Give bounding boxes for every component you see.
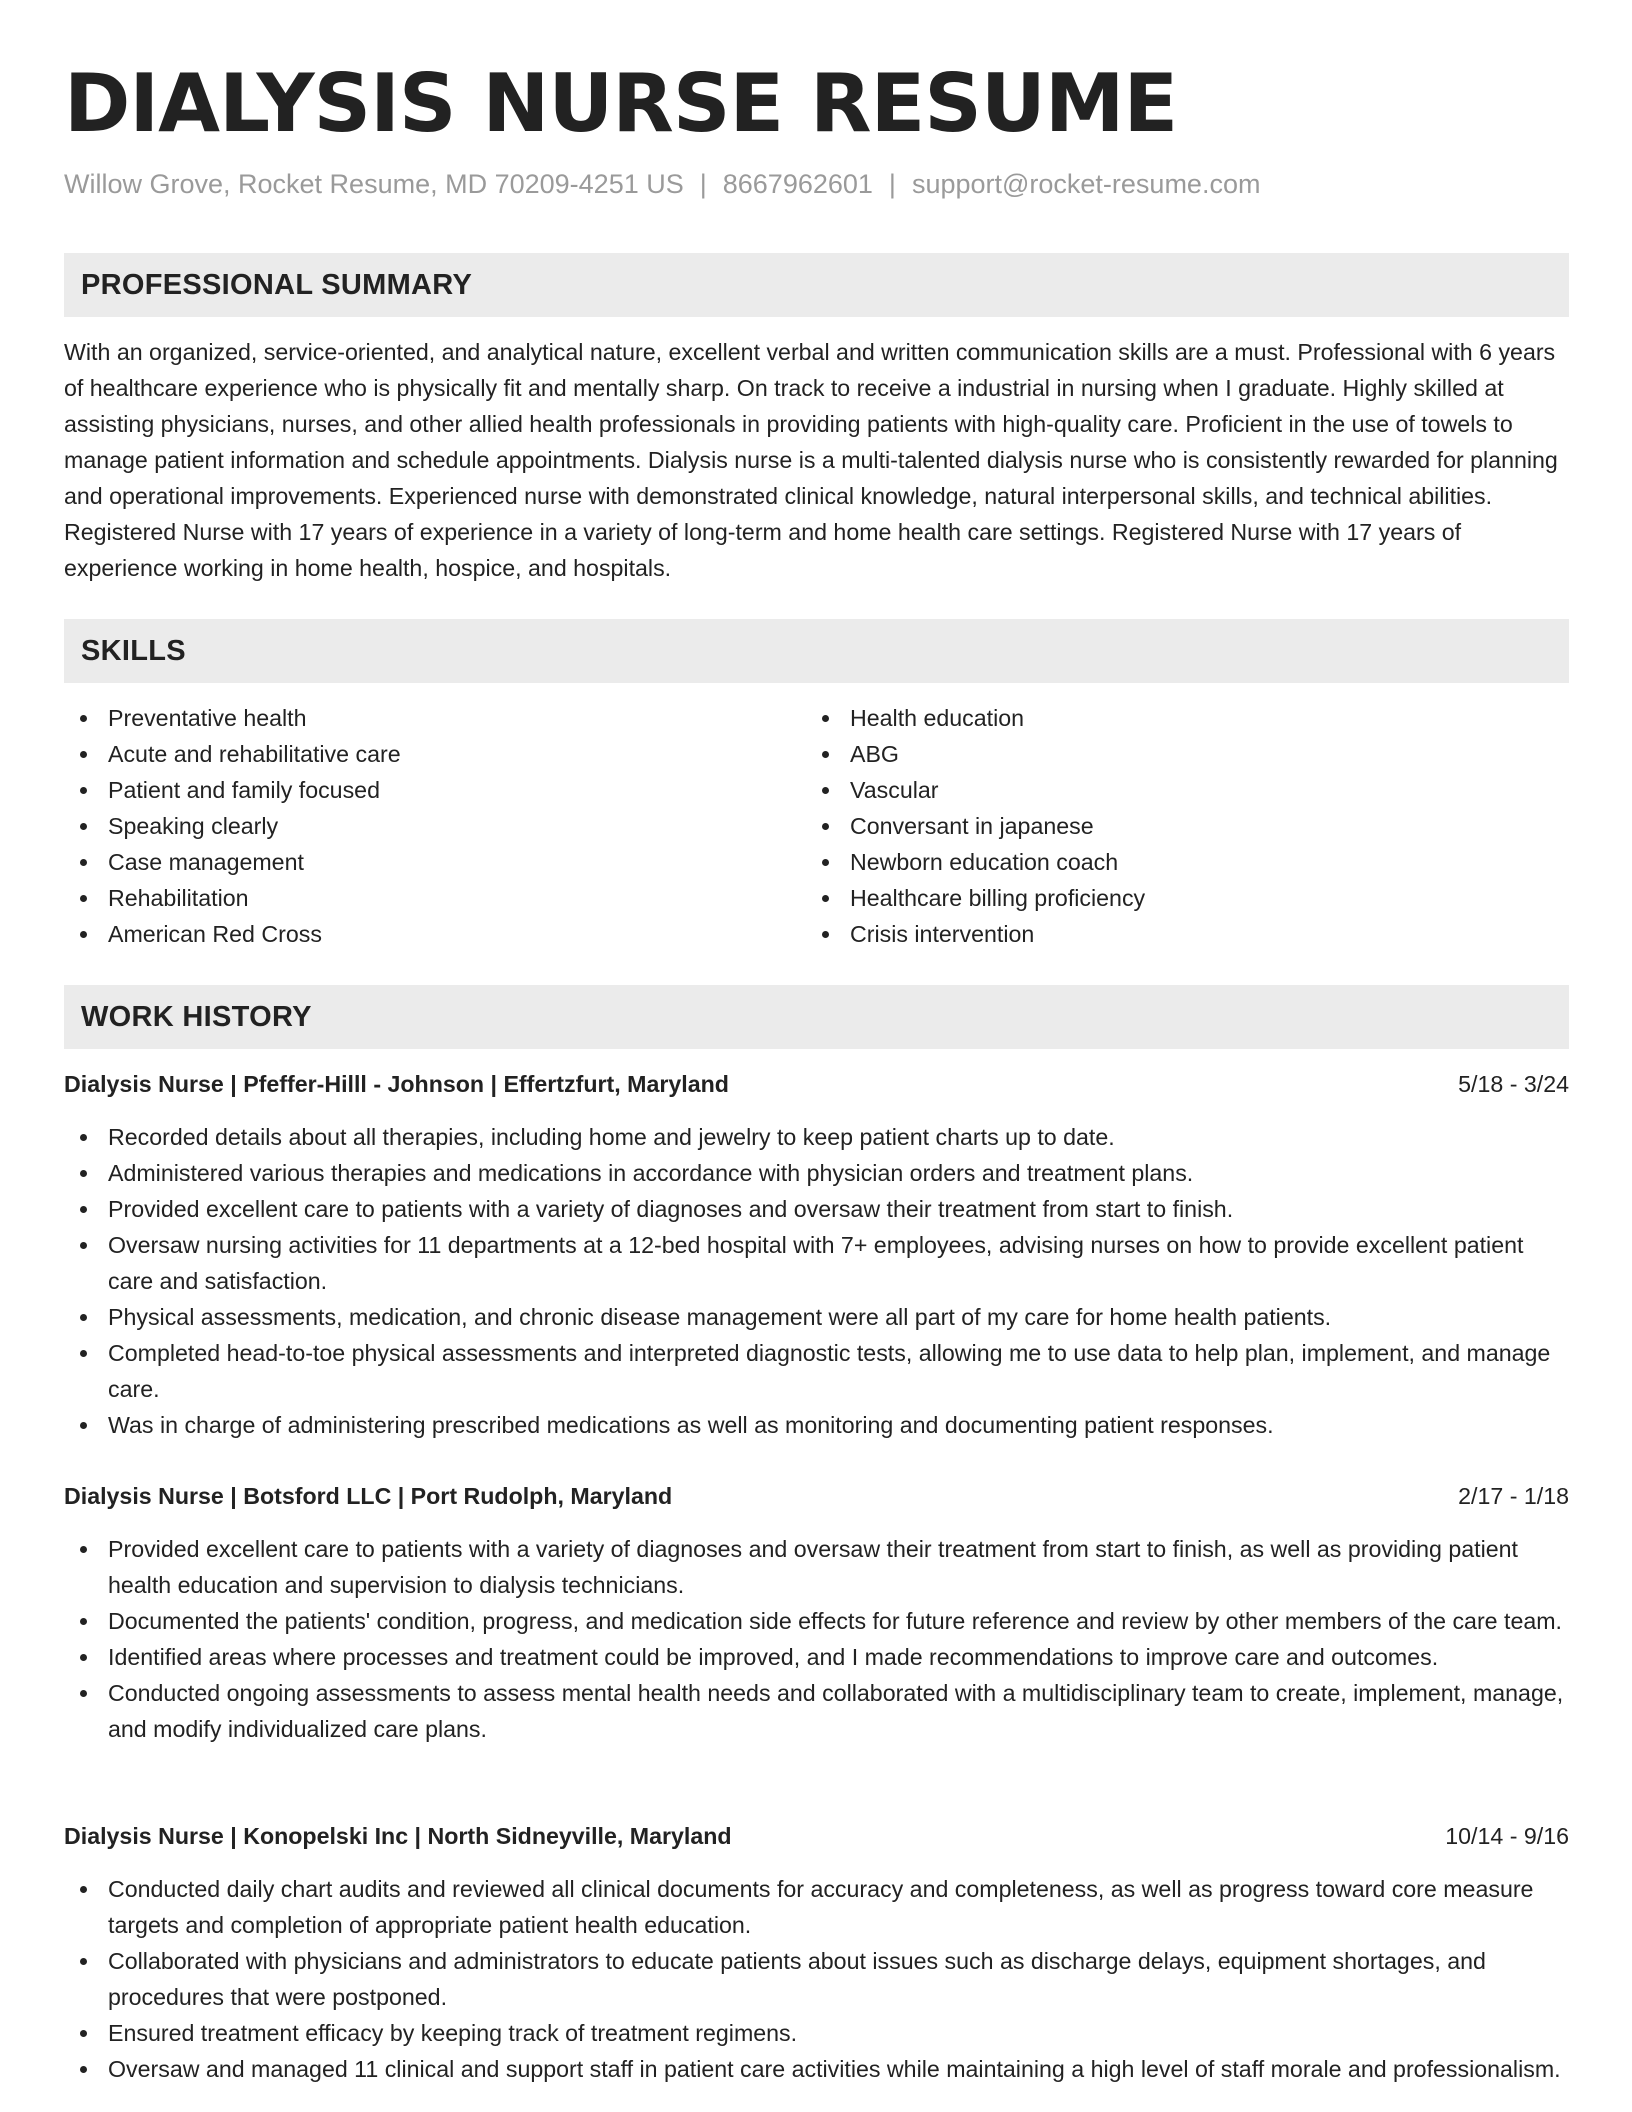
job-entry xyxy=(64,1818,1569,2087)
summary-section-header xyxy=(64,253,1569,317)
skill-item: Patient and family focused xyxy=(64,772,804,808)
skill-item: ABG xyxy=(806,736,1569,772)
job-bullet: Provided excellent care to patients with a variety of diagnoses and oversaw their treatment from start to finish, as well as providing patient health education and supervision to dialysis technicians. xyxy=(64,1531,1569,1603)
skill-item: Case management xyxy=(64,844,804,880)
work-section-header xyxy=(64,985,1569,1049)
job-bullet: Physical assessments, medication, and chronic disease management were all part of my care for home health patients. xyxy=(64,1299,1569,1335)
summary-section-title: PROFESSIONAL SUMMARY xyxy=(81,269,473,301)
contact-separator: | xyxy=(888,169,896,199)
contact-line xyxy=(64,166,1260,202)
job-bullet: Collaborated with physicians and administrators to educate patients about issues such as discharge delays, equipment shortages, and procedures that were postponed. xyxy=(64,1943,1569,2015)
job-bullet: Was in charge of administering prescribed medications as well as monitoring and documenting patient responses. xyxy=(64,1407,1569,1443)
job-entry xyxy=(64,1478,1569,1747)
skill-item: Speaking clearly xyxy=(64,808,804,844)
job-bullet: Ensured treatment efficacy by keeping track of treatment regimens. xyxy=(64,2015,1569,2051)
job-header xyxy=(64,1478,1569,1514)
job-dates: 2/17 - 1/18 xyxy=(1458,1483,1569,1509)
skill-item: Acute and rehabilitative care xyxy=(64,736,804,772)
summary-text: With an organized, service-oriented, and analytical nature, excellent verbal and written communication skills are a must. Professional with 6 years of healthcare experience who is physically fit and mentally sharp. On track to receive a industrial in nursing when I graduate. Highly skilled at assisting physicians, nurses, and other allied health professionals in providing patients with high-quality care. Proficient in the use of towels to manage patient information and schedule appointments. Dialysis nurse is a multi-talented dialysis nurse who is consistently rewarded for planning and operational improvements. Experienced nurse with demonstrated clinical knowledge, natural interpersonal skills, and technical abilities. Registered Nurse with 17 years of experience in a variety of long-term and home health care settings. Registered Nurse with 17 years of experience working in home health, hospice, and hospitals. xyxy=(64,339,1558,581)
job-bullets xyxy=(64,1871,1569,2087)
skill-item: Rehabilitation xyxy=(64,880,804,916)
job-bullets xyxy=(64,1531,1569,1747)
job-title: Dialysis Nurse | Pfeffer-Hilll - Johnson | Effertzfurt, Maryland xyxy=(64,1071,729,1097)
job-entry xyxy=(64,1066,1569,1443)
job-bullet: Conducted ongoing assessments to assess mental health needs and collaborated with a multidisciplinary team to create, implement, manage, and modify individualized care plans. xyxy=(64,1675,1569,1747)
job-bullet: Oversaw nursing activities for 11 departments at a 12-bed hospital with 7+ employees, advising nurses on how to provide excellent patient care and satisfaction. xyxy=(64,1227,1569,1299)
skill-item: Conversant in japanese xyxy=(806,808,1569,844)
job-bullet: Administered various therapies and medications in accordance with physician orders and treatment plans. xyxy=(64,1155,1569,1191)
skills-section-title: SKILLS xyxy=(81,635,186,667)
contact-email: support@rocket-resume.com xyxy=(911,169,1261,199)
job-bullet: Documented the patients' condition, progress, and medication side effects for future reference and review by other members of the care team. xyxy=(64,1603,1569,1639)
skills-column-right xyxy=(806,700,1569,952)
skill-item: Newborn education coach xyxy=(806,844,1569,880)
job-bullet: Conducted daily chart audits and reviewed all clinical documents for accuracy and completeness, as well as progress toward core measure targets and completion of appropriate patient health education. xyxy=(64,1871,1569,1943)
job-header xyxy=(64,1818,1569,1854)
job-bullet: Completed head-to-toe physical assessments and interpreted diagnostic tests, allowing me to use data to help plan, implement, and manage care. xyxy=(64,1335,1569,1407)
job-bullets xyxy=(64,1119,1569,1443)
resume-title: DIALYSIS NURSE RESUME xyxy=(64,57,1178,150)
job-bullet: Recorded details about all therapies, including home and jewelry to keep patient charts up to date. xyxy=(64,1119,1569,1155)
job-title: Dialysis Nurse | Konopelski Inc | North Sidneyville, Maryland xyxy=(64,1823,732,1849)
job-header xyxy=(64,1066,1569,1102)
job-bullet: Identified areas where processes and treatment could be improved, and I made recommendations to improve care and outcomes. xyxy=(64,1639,1569,1675)
skill-item: Vascular xyxy=(806,772,1569,808)
skill-item: American Red Cross xyxy=(64,916,804,952)
contact-address: Willow Grove, Rocket Resume, MD 70209-4251 US xyxy=(64,169,684,199)
contact-separator: | xyxy=(699,169,707,199)
skill-item: Health education xyxy=(806,700,1569,736)
job-dates: 5/18 - 3/24 xyxy=(1458,1071,1569,1097)
skills-column-left xyxy=(64,700,804,952)
job-bullet: Provided excellent care to patients with a variety of diagnoses and oversaw their treatment from start to finish. xyxy=(64,1191,1569,1227)
skills-section-header xyxy=(64,619,1569,683)
job-title: Dialysis Nurse | Botsford LLC | Port Rudolph, Maryland xyxy=(64,1483,673,1509)
skill-item: Preventative health xyxy=(64,700,804,736)
job-bullet: Oversaw and managed 11 clinical and support staff in patient care activities while maintaining a high level of staff morale and professionalism. xyxy=(64,2051,1569,2087)
job-dates: 10/14 - 9/16 xyxy=(1445,1823,1569,1849)
skill-item: Healthcare billing proficiency xyxy=(806,880,1569,916)
skill-item: Crisis intervention xyxy=(806,916,1569,952)
work-section-title: WORK HISTORY xyxy=(81,1001,312,1033)
contact-phone: 8667962601 xyxy=(722,169,873,199)
